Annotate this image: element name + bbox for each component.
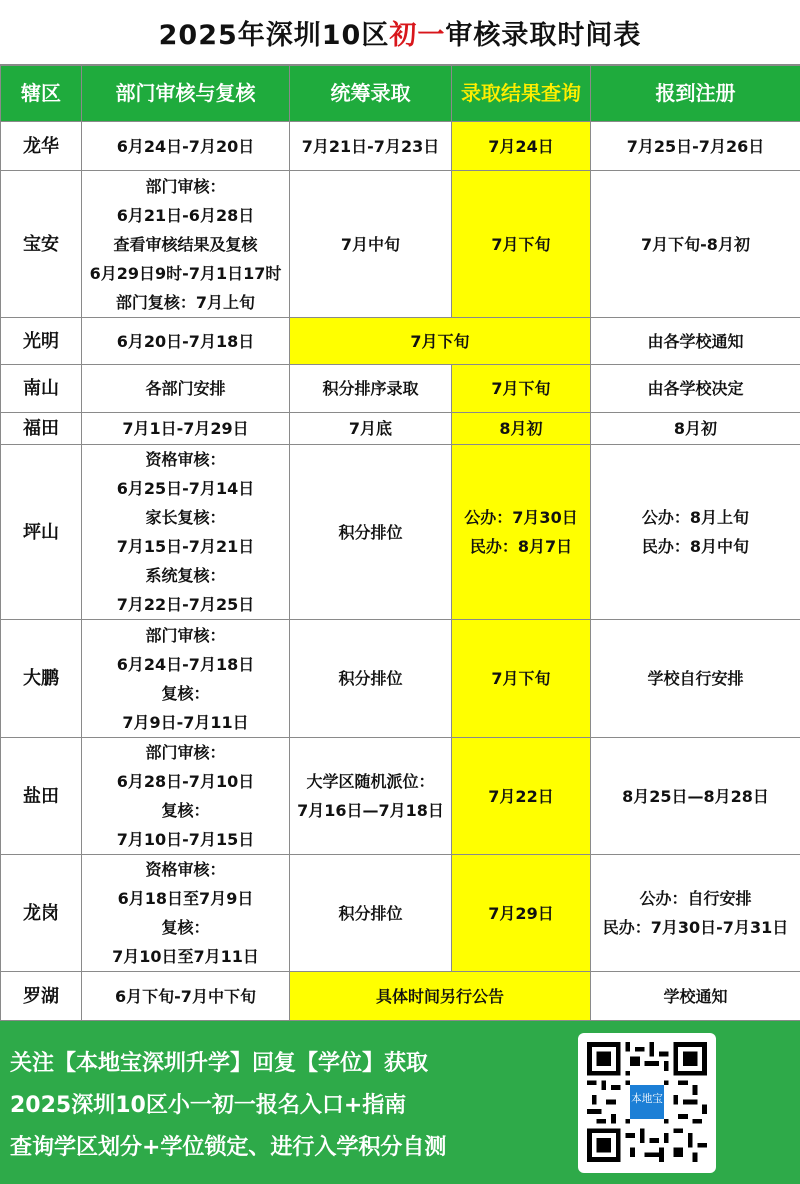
review-cell <box>82 738 290 855</box>
cell-line: 7月21日-7月23日 <box>301 136 440 156</box>
cell-line: 7月29日 <box>488 903 554 923</box>
qr-code-icon <box>587 1042 707 1162</box>
district-cell: 福田 <box>1 413 82 445</box>
cell-line: 公办：8月上旬 <box>641 508 750 527</box>
result-cell <box>452 445 591 620</box>
cell-line: 部门审核： <box>145 743 226 762</box>
cell-line: 7月10日至7月11日 <box>112 947 259 966</box>
result-cell <box>452 620 591 738</box>
header-review: 部门审核与复核 <box>82 66 290 122</box>
review-cell <box>82 365 290 413</box>
schedule-table <box>0 65 800 1021</box>
cell-line: 资格审核： <box>145 450 226 469</box>
cell-line: 积分排序录取 <box>322 379 419 398</box>
row-baoan <box>1 171 800 318</box>
district-cell: 坪山 <box>1 445 82 620</box>
title-highlight: 初一 <box>389 19 446 51</box>
header-result: 录取结果查询 <box>452 66 591 122</box>
cell-line: 7月下旬 <box>491 234 551 254</box>
cell-line: 6月28日-7月10日 <box>116 772 255 791</box>
result-cell <box>452 365 591 413</box>
cell-line: 复核： <box>161 683 210 703</box>
cell-line: 民办：8月7日 <box>469 537 573 556</box>
cell-line: 民办：7月30日-7月31日 <box>602 918 789 937</box>
review-cell <box>82 620 290 738</box>
row-guangming <box>1 318 800 365</box>
register-cell <box>591 445 800 620</box>
district-cell: 大鹏 <box>1 620 82 738</box>
register-cell <box>591 365 800 413</box>
cell-line: 8月初 <box>499 419 543 438</box>
review-cell <box>82 445 290 620</box>
row-luohu <box>1 972 800 1021</box>
review-cell <box>82 855 290 972</box>
title-part2: 审核录取时间表 <box>445 19 642 51</box>
register-cell <box>591 972 800 1021</box>
register-cell <box>591 171 800 318</box>
cell-line: 7月22日-7月25日 <box>116 595 255 614</box>
footer-text <box>10 1043 446 1169</box>
result-cell <box>452 122 591 171</box>
cell-line: 7月底 <box>348 419 393 438</box>
row-longgang <box>1 855 800 972</box>
admission-cell <box>290 738 452 855</box>
cell-line: 8月初 <box>673 419 718 438</box>
cell-line: 系统复核： <box>145 566 226 585</box>
review-cell <box>82 972 290 1021</box>
row-dapeng <box>1 620 800 738</box>
cell-line: 积分排位 <box>338 669 403 688</box>
cell-line: 7月22日 <box>488 786 554 806</box>
cell-line: 复核： <box>161 801 210 820</box>
footer-line: 2025深圳10区小一初一报名入口+指南 <box>10 1093 407 1118</box>
cell-line: 学校自行安排 <box>647 669 744 688</box>
cell-line: 由各学校决定 <box>647 379 744 398</box>
district-cell: 龙华 <box>1 122 82 171</box>
cell-line: 7月下旬-8月初 <box>641 234 750 254</box>
header-register: 报到注册 <box>591 66 800 122</box>
register-cell <box>591 738 800 855</box>
cell-line: 7月25日-7月26日 <box>626 136 765 156</box>
cell-line: 7月中旬 <box>340 234 401 254</box>
row-yantian <box>1 738 800 855</box>
admission-cell <box>290 855 452 972</box>
cell-line: 部门复核：7月上旬 <box>115 292 256 312</box>
cell-line: 资格审核： <box>145 860 226 879</box>
cell-line: 公办：自行安排 <box>639 889 752 908</box>
district-cell: 南山 <box>1 365 82 413</box>
admission-cell <box>290 171 452 318</box>
review-cell <box>82 318 290 365</box>
admission-cell <box>290 413 452 445</box>
admission-result-cell <box>290 972 591 1021</box>
footer-banner <box>0 1021 800 1184</box>
result-cell <box>452 855 591 972</box>
cell-line: 7月1日-7月29日 <box>122 419 249 438</box>
result-cell <box>452 738 591 855</box>
footer-line: 关注【本地宝深圳升学】回复【学位】获取 <box>10 1051 429 1076</box>
result-cell <box>452 413 591 445</box>
cell-line: 6月下旬-7月中下旬 <box>115 986 256 1006</box>
cell-line: 具体时间另行公告 <box>375 986 504 1006</box>
cell-line: 7月16日—7月18日 <box>297 801 444 820</box>
cell-line: 7月15日-7月21日 <box>116 537 255 556</box>
cell-line: 7月24日 <box>488 136 554 156</box>
register-cell <box>591 318 800 365</box>
cell-line: 积分排位 <box>338 522 403 542</box>
review-cell <box>82 122 290 171</box>
footer-line: 查询学区划分+学位锁定、进行入学积分自测 <box>10 1135 447 1160</box>
qr-badge-text: 本地宝 <box>631 1093 663 1105</box>
cell-line: 6月25日-7月14日 <box>116 479 255 498</box>
cell-line: 由各学校通知 <box>647 331 744 351</box>
cell-line: 复核： <box>161 918 210 937</box>
cell-line: 7月下旬 <box>491 669 551 688</box>
admission-cell <box>290 445 452 620</box>
cell-line: 6月20日-7月18日 <box>116 331 255 351</box>
review-cell <box>82 413 290 445</box>
header-district: 辖区 <box>1 66 82 122</box>
register-cell <box>591 413 800 445</box>
qr-code[interactable] <box>578 1033 716 1173</box>
admission-cell <box>290 122 452 171</box>
cell-line: 公办：7月30日 <box>464 508 578 527</box>
header-admission: 统筹录取 <box>290 66 452 122</box>
cell-line: 6月24日-7月20日 <box>116 136 255 156</box>
cell-line: 6月18日至7月9日 <box>117 889 254 908</box>
district-cell: 罗湖 <box>1 972 82 1021</box>
header-row <box>1 66 800 122</box>
cell-line: 6月24日-7月18日 <box>116 654 255 674</box>
register-cell <box>591 855 800 972</box>
cell-line: 各部门安排 <box>145 379 226 398</box>
title-part1: 2025年深圳10区 <box>158 19 390 51</box>
district-cell: 盐田 <box>1 738 82 855</box>
row-futian <box>1 413 800 445</box>
cell-line: 7月下旬 <box>491 379 551 398</box>
review-cell <box>82 171 290 318</box>
district-cell: 龙岗 <box>1 855 82 972</box>
register-cell <box>591 122 800 171</box>
cell-line: 大学区随机派位： <box>306 772 435 791</box>
cell-line: 积分排位 <box>338 903 403 923</box>
cell-line: 7月下旬 <box>410 331 470 351</box>
result-cell <box>452 171 591 318</box>
district-cell: 光明 <box>1 318 82 365</box>
district-cell: 宝安 <box>1 171 82 318</box>
cell-line: 部门审核： <box>145 625 226 645</box>
admission-cell <box>290 620 452 738</box>
cell-line: 家长复核： <box>145 508 226 527</box>
cell-line: 7月10日-7月15日 <box>116 830 255 849</box>
cell-line: 8月25日—8月28日 <box>622 786 769 806</box>
admission-cell <box>290 365 452 413</box>
cell-line: 学校通知 <box>663 986 728 1006</box>
cell-line: 部门审核： <box>145 176 226 196</box>
row-pingshan <box>1 445 800 620</box>
row-nanshan <box>1 365 800 413</box>
cell-line: 6月21日-6月28日 <box>116 205 255 225</box>
row-longhua <box>1 122 800 171</box>
cell-line: 6月29日9时-7月1日17时 <box>89 263 282 283</box>
cell-line: 查看审核结果及复核 <box>113 234 258 254</box>
admission-result-cell <box>290 318 591 365</box>
page-title <box>0 0 800 65</box>
cell-line: 民办：8月中旬 <box>641 537 750 556</box>
cell-line: 7月9日-7月11日 <box>122 712 249 732</box>
register-cell <box>591 620 800 738</box>
